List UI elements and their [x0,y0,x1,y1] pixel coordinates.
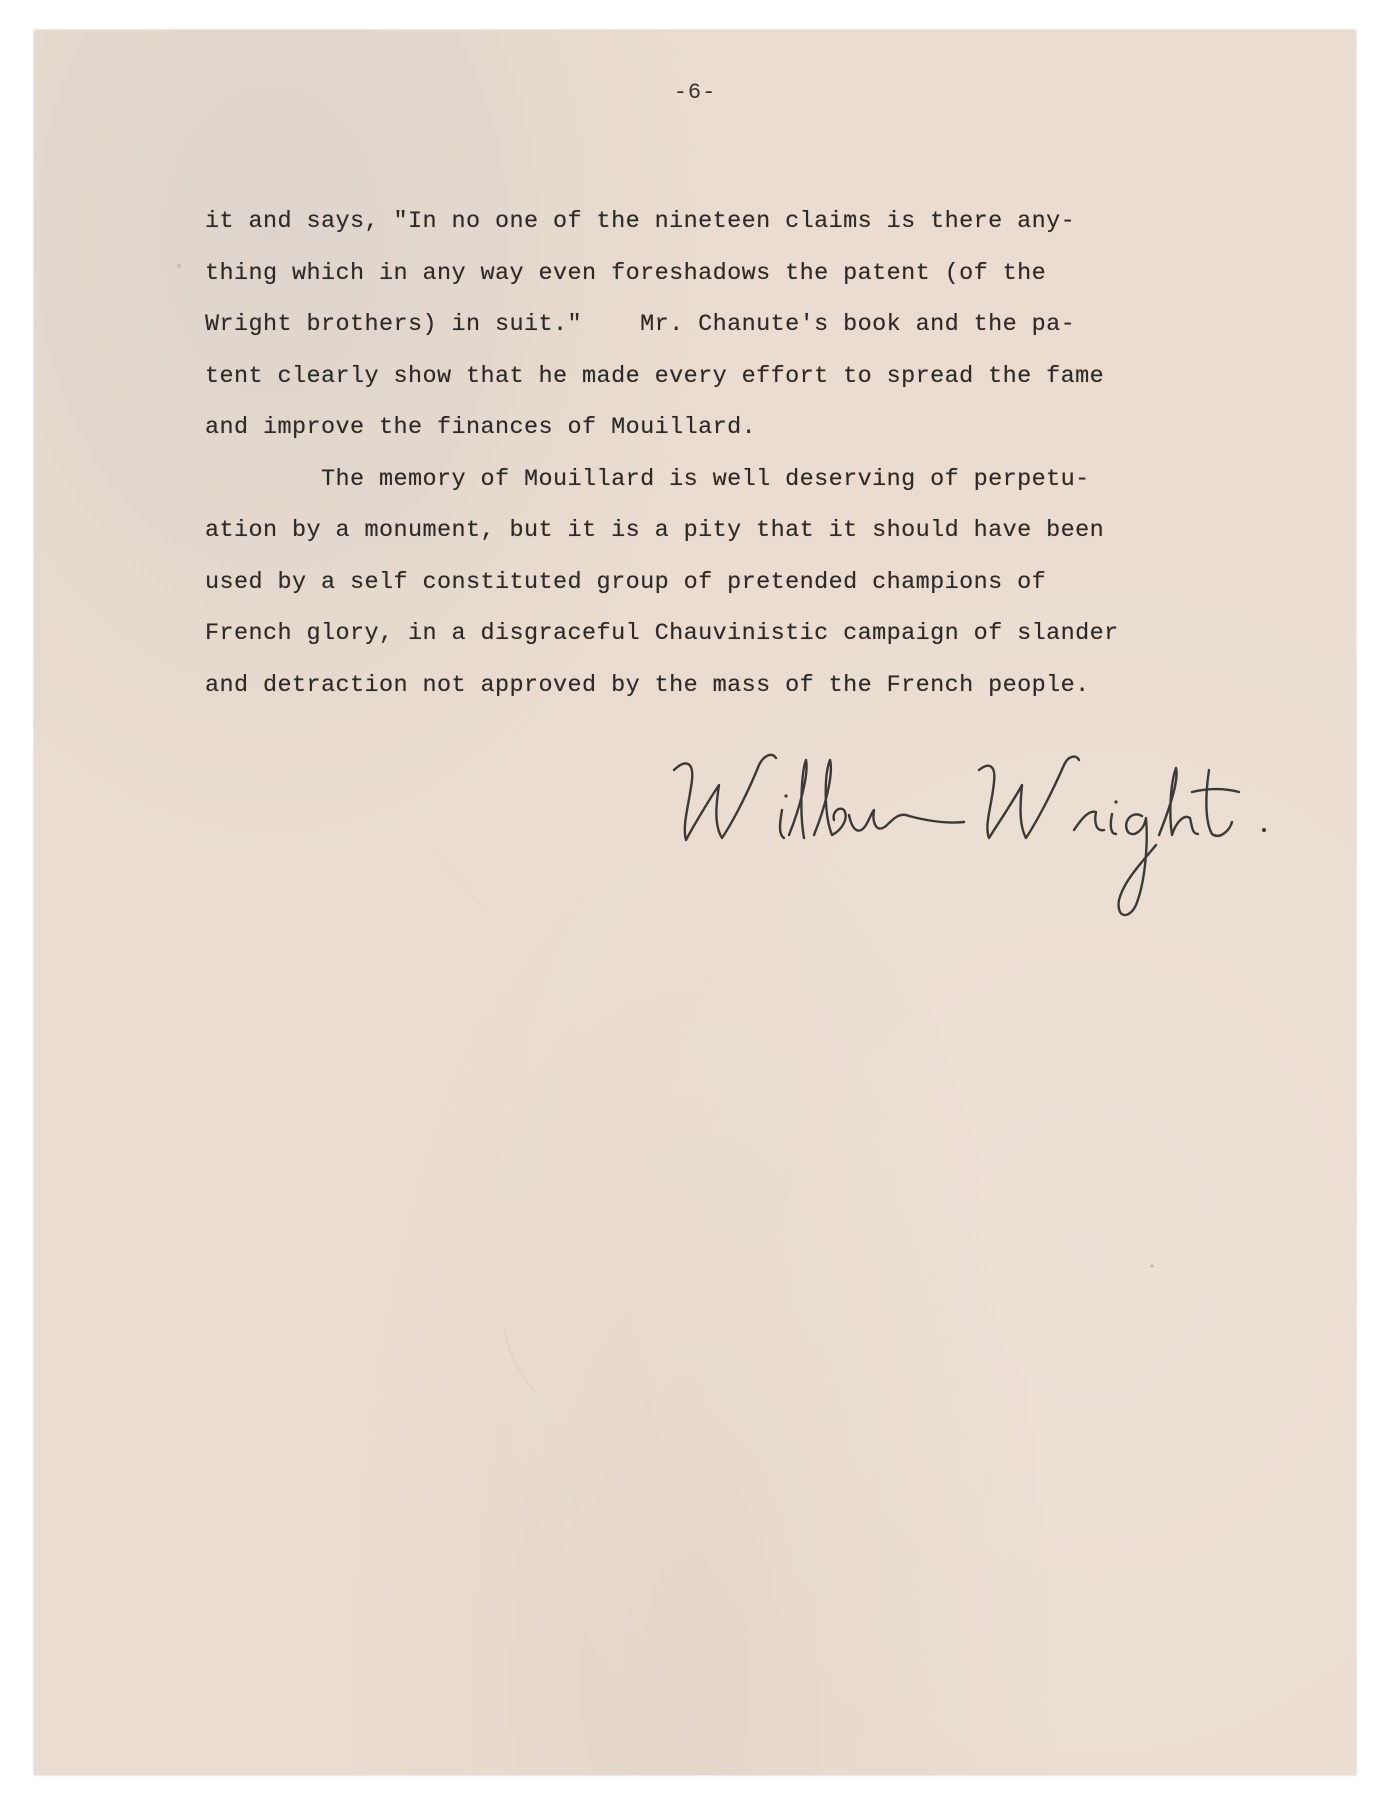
text-line: thing which in any way even foreshadows the patent (of the [205,259,1047,287]
handwritten-signature [664,730,1284,950]
text-line: used by a self constituted group of pretended champions of [205,568,1047,596]
text-line: tent clearly show that he made every effort to spread the fame [205,362,1105,390]
document-page [34,30,1356,1775]
text-line: Wright brothers) in suit." Mr. Chanute's book and the pa- [205,311,1076,338]
text-line: and improve the finances of Mouillard. [205,414,757,441]
text-line: The memory of Mouillard is well deserving of perpetu- [205,465,1090,493]
page-number: -6- [673,80,717,105]
text-line: French glory, in a disgraceful Chauvinistic campaign of slander [205,620,1119,647]
text-line: ation by a monument, but it is a pity that it should have been [205,517,1105,544]
text-line: it and says, "In no one of the nineteen claims is there any- [205,208,1076,235]
text-line: and detraction not approved by the mass of the French people. [205,671,1090,699]
typed-body-text [205,196,1255,711]
